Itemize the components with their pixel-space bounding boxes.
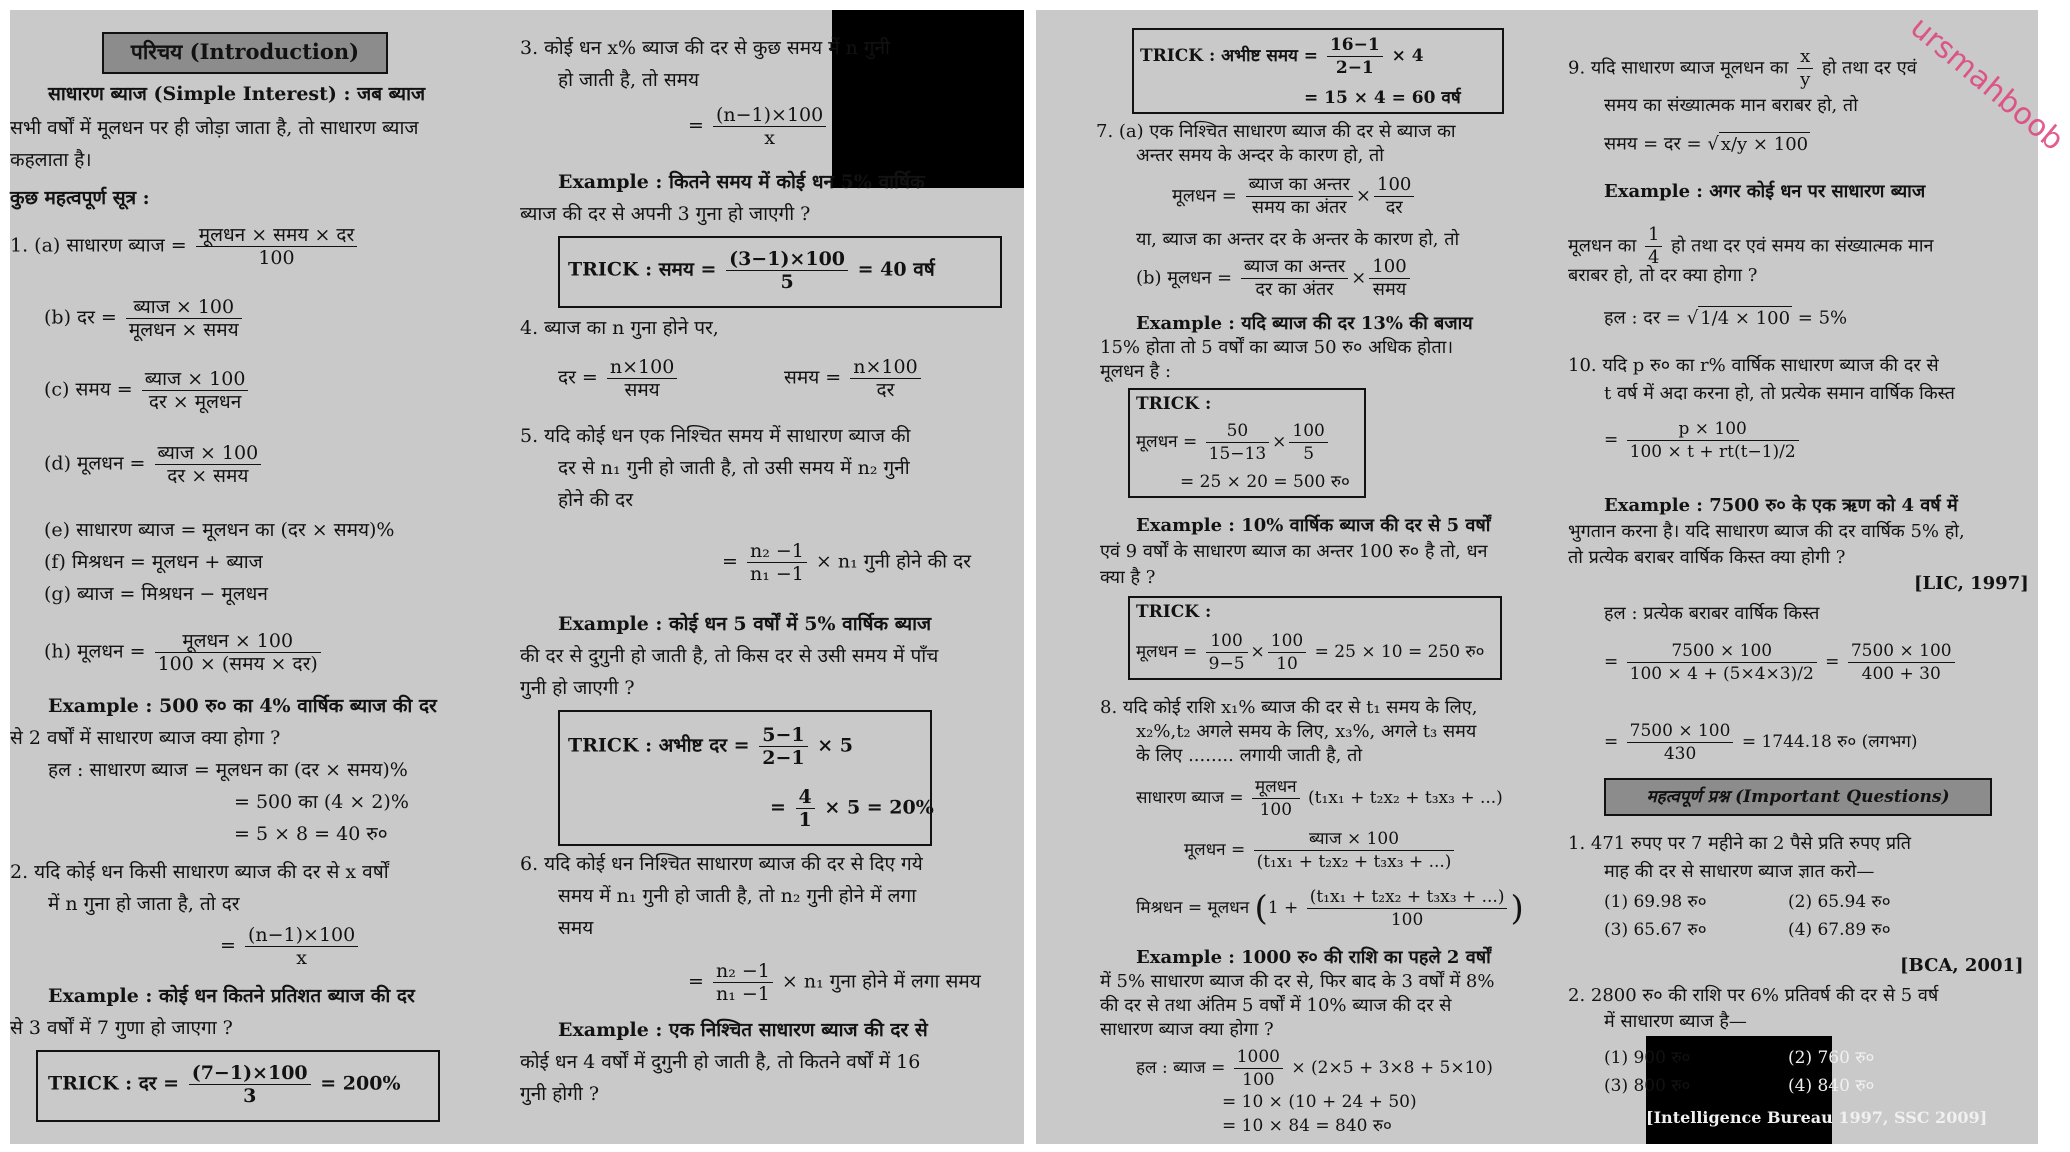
solution-10-result: = $\frac{7500 \times 100}{430}$ = 1744.18 रु० (लगभग) [1604,721,1918,764]
right-page [1036,10,2070,1144]
fraction [1206,630,1248,675]
formula-label: मूलधन = [1184,840,1246,860]
numerator: ब्याज × 100 [133,296,235,318]
fraction [747,540,807,585]
example-5: की दर से दुगुनी हो जाती है, तो किस दर से उसी समय में पाँच [520,645,939,667]
solution-1: हल : साधारण ब्याज = मूलधन का (दर × समय)% [48,759,408,781]
rule-9-text: 9. यदि साधारण ब्याज मूलधन का [1568,57,1789,79]
formula-1f: (f) मिश्रधन = मूलधन + ब्याज [44,551,263,573]
rule-5: दर से n₁ गुनी हो जाती है, तो उसी समय में n₂ गुनी [558,457,910,479]
formula-label: 1. (a) साधारण ब्याज = [10,234,187,257]
rule-8-amount: मिश्रधन = मूलधन (1 + $\frac{\text{(t₁x₁ + t₂x₂ + t₃x₃ + ...)}}{100}$ ) [1136,887,1524,930]
formula-tail: × 4 [1391,46,1424,66]
example-9: Example : अगर कोई धन पर साधारण ब्याज [1604,181,1926,202]
formula-label: समय = [784,366,842,389]
question-2: 2. 2800 रु० की राशि पर 6% प्रतिवर्ष की दर से 5 वर्ष [1568,985,1939,1006]
example-7b: Example : 10% वार्षिक ब्याज की दर से 5 वर्षों [1136,515,1491,536]
rule-8: 8. यदि कोई राशि x₁% ब्याज की दर से t₁ समय के लिए, [1100,697,1478,718]
denominator: 430 [1627,742,1734,765]
trick-label: मूलधन = [1136,432,1198,452]
numerator: (t₁x₁ + t₂x₂ + t₃x₃ + ...) [1309,887,1505,907]
example-10: Example : 7500 रु० के एक ऋण को 4 वर्ष में [1604,495,1958,516]
example-6: कोई धन 4 वर्षों में दुगुनी हो जाती है, तो कितने वर्षों में 16 [520,1051,921,1073]
fraction [1645,224,1662,269]
trick-result: = 200% [320,1072,401,1095]
example-8: में 5% साधारण ब्याज की दर से, फिर बाद के 3 वर्षों में 8% [1100,971,1495,992]
solution-8 [1136,1046,1493,1091]
denominator: दर [850,378,920,401]
denominator: 100 [196,246,358,269]
denominator: दर × समय [155,464,262,487]
numerator: 16−1 [1329,35,1380,55]
numerator: 100 [1292,421,1325,441]
denominator: समय का अंतर [1246,196,1353,219]
fraction [155,442,262,487]
solution-1: = 5 × 8 = 40 रु० [234,823,388,845]
numerator: n₂ −1 [749,540,804,562]
option: (4) 67.89 रु० [1788,920,1891,940]
example-9-text: हो तथा दर एवं समय का संख्यात्मक मान [1671,235,1934,257]
denominator: x [713,126,826,149]
important-questions-header: महत्वपूर्ण प्रश्न (Important Questions) [1604,778,1992,816]
denominator: 5 [1289,442,1327,465]
trick-5 [568,724,853,769]
trick-title: TRICK : [1136,602,1212,622]
numerator: 50 [1226,421,1249,441]
fraction [850,356,920,401]
si-definition-line: कहलाता है। [10,149,92,171]
denominator: 100 [1307,908,1508,931]
trick-result: = 25 × 10 = 250 रु० [1314,642,1485,662]
fraction [1374,174,1414,219]
rule-8-principal [1184,828,1457,873]
rule-9 [1568,46,1917,91]
numerator: ब्याज × 100 [144,368,246,390]
fraction [1254,828,1455,873]
formula-part: 1 + [1267,898,1299,918]
numerator: 7500 × 100 [1671,641,1773,661]
numerator: (7−1)×100 [191,1062,308,1084]
numerator: (3−1)×100 [729,248,846,270]
example-10: भुगतान करना है। यदि साधारण ब्याज की दर वार्षिक 5% हो, [1568,521,1965,542]
trick-label: TRICK : अभीष्ट समय = [1140,46,1319,66]
rule-8: x₂%,t₂ अगले समय के लिए, x₃%, अगले t₃ समय [1136,721,1477,742]
numerator: 100 [1270,631,1304,651]
fraction [142,368,249,413]
example-7: Example : यदि ब्याज की दर 13% की बजाय [1136,313,1473,334]
numerator: मूलधन × समय × दर [198,224,355,246]
formula-label: मिश्रधन = मूलधन [1136,898,1250,918]
denominator: 9−5 [1206,652,1248,675]
rule-7b-formula: (b) मूलधन = $\frac{\text{ब्याज का अन्तर}}{\text{दर का अंतर}}$ × $\frac{100}{\text{समय}}$ [1136,256,1413,301]
fraction [607,356,677,401]
denominator: 5 [726,270,848,293]
formula-1b [44,296,245,341]
right-column-a [1036,10,1524,1144]
numerator: 100 [1372,256,1407,277]
rule-6: समय में n₁ गुनी हो जाती है, तो n₂ गुनी होने में लगा [558,885,917,907]
rule-6-formula: = $\frac{\text{n₂ −1}}{\text{n₁ −1}}$ × n₁ गुना होने में लगा समय [688,960,981,1005]
formula-label: साधारण ब्याज = [1136,788,1244,808]
rule-6: समय [558,917,594,939]
denominator: दर का अंतर [1241,278,1348,301]
trick-7: मूलधन = $\frac{50}{15-13}$ × $\frac{100}{5}$ [1136,420,1331,465]
fraction [126,296,242,341]
solution-10: हल : प्रत्येक बराबर वार्षिक किस्त [1604,603,1820,624]
formula-label: हल : ब्याज = [1136,1058,1226,1078]
numerator: 1000 [1236,1047,1280,1067]
rule-4-time [784,356,924,401]
fraction [155,630,321,675]
example-6: गुनी होगी ? [520,1083,600,1105]
example-1: Example : 500 रु० का 4% वार्षिक ब्याज की दर [48,695,437,717]
example-2: Example : कोई धन कितने प्रतिशत ब्याज की दर [48,985,415,1007]
example-9 [1568,224,1933,269]
rule-9-text: हो तथा दर एवं [1822,57,1917,79]
fraction [1241,256,1348,301]
formula-result: = 5% [1797,307,1848,329]
option: (1) 69.98 रु० [1604,892,1707,912]
solution-8: = 10 × 84 = 840 रु० [1222,1116,1392,1136]
rule-7: 7. (a) एक निश्चित साधारण ब्याज की दर से ब्याज का [1096,121,1456,142]
numerator: मूलधन × 100 [182,630,294,652]
numerator: (n−1)×100 [715,104,824,126]
example-3: Example : कितने समय में कोई धन 5% वार्षिक [558,171,925,193]
example-5: गुनी हो जाएगी ? [520,677,635,699]
denominator: 2−1 [1327,56,1383,79]
rule-2: 2. यदि कोई धन किसी साधारण ब्याज की दर से x वर्षों [10,861,389,883]
rule-3-formula: = $\frac{(n-1)\times 100}{x}$ [688,104,829,149]
trick-6 [1140,34,1424,79]
numerator: ब्याज × 100 [157,442,259,464]
denominator: 400 + 30 [1848,662,1955,685]
fraction [1627,720,1734,765]
fraction [1234,1046,1283,1091]
formula-1a [10,224,360,269]
watermark: ursmahboob [1903,10,2070,158]
example-2: से 3 वर्षों में 7 गुणा हो जाएगा ? [10,1017,233,1039]
rule-9: समय का संख्यात्मक मान बराबर हो, तो [1604,95,1858,116]
trick-3 [568,248,935,293]
formula-tail: (t₁x₁ + t₂x₂ + t₃x₃ + ...) [1308,788,1503,808]
formula-tail: × n₁ गुनी होने की दर [815,550,971,573]
numerator: n₂ −1 [715,960,770,982]
solution-9: हल : दर = √ 1/4 × 100 = 5% [1604,307,1848,329]
example-8: साधारण ब्याज क्या होगा ? [1100,1019,1274,1040]
denominator: 100 [1252,798,1300,821]
trick-result: = 40 वर्ष [857,258,935,281]
rule-6: 6. यदि कोई धन निश्चित साधारण ब्याज की दर से दिए गये [520,853,923,875]
trick-result: × 5 = 20% [824,796,934,819]
numerator: n×100 [853,356,918,378]
numerator: ब्याज × 100 [1308,829,1400,849]
trick-box [1128,596,1502,680]
fraction [713,104,826,149]
question-2: में साधारण ब्याज है— [1604,1011,1747,1032]
numerator: 7500 × 100 [1850,641,1952,661]
fraction [1627,418,1799,463]
fraction [1246,174,1353,219]
rule-7: अन्तर समय के अन्दर के कारण हो, तो [1136,145,1384,166]
fraction [759,724,807,769]
formula-1e: (e) साधारण ब्याज = मूलधन का (दर × समय)% [44,519,395,541]
formula-label: (c) समय = [44,378,133,401]
denominator: समय [1369,278,1409,301]
formula-label: दर = [558,366,598,389]
formula-result: = 1744.18 रु० (लगभग) [1741,732,1918,752]
formula-1g: (g) ब्याज = मिश्रधन − मूलधन [44,583,268,605]
solution-1: = 500 का (4 × 2)% [234,791,409,813]
denominator: समय [607,378,677,401]
denominator: 100 × (समय × दर) [155,652,321,675]
rule-3: 3. कोई धन x% ब्याज की दर से कुछ समय में n गुनी [520,37,890,59]
solution-8: = 10 × (10 + 24 + 50) [1222,1092,1417,1112]
trick-box [1132,28,1504,114]
fraction [1848,640,1955,685]
option: (4) 840 रु० [1788,1076,1875,1096]
example-9: बराबर हो, तो दर क्या होगा ? [1568,265,1758,286]
numerator: 1 [1647,224,1660,245]
formula-1h [44,630,324,675]
question-1: 1. 471 रुपए पर 7 महीने का 2 पैसे प्रति रुपए प्रति [1568,833,1912,854]
trick-result: = 25 × 20 = 500 रु० [1180,472,1350,492]
fraction [1307,886,1508,931]
fraction [1627,640,1817,685]
rule-4-rate [558,356,680,401]
denominator: 4 [1645,246,1662,269]
denominator: 10 [1268,652,1306,675]
formula-label: (d) मूलधन = [44,452,146,475]
formula-label: मूलधन = [1172,185,1237,207]
example-8: की दर से तथा अंतिम 5 वर्षों में 10% ब्याज की दर से [1100,995,1452,1016]
rule-5: होने की दर [558,489,634,511]
rule-4: 4. ब्याज का n गुना होने पर, [520,317,719,339]
example-7: मूलधन है : [1100,361,1172,382]
fraction [1369,256,1409,301]
denominator: दर × मूलधन [142,390,249,413]
formulas-heading: कुछ महत्वपूर्ण सूत्र : [10,187,150,209]
fraction [1327,34,1383,79]
example-9-text: मूलधन का [1568,235,1637,257]
left-page [10,10,1024,1144]
rule-10: t वर्ष में अदा करना हो, तो प्रत्येक समान वार्षिक किस्त [1604,383,1955,404]
example-10: तो प्रत्येक बराबर वार्षिक किस्त क्या होगी ? [1568,547,1846,568]
trick-5-step: = $\frac{4}{1}$ × 5 = 20% [770,786,934,831]
source-citation: [Intelligence Bureau 1997, SSC 2009] [1646,1108,1988,1127]
right-column-b [1526,10,2070,1144]
introduction-header: परिचय (Introduction) [102,32,388,74]
formula-1d [44,442,264,487]
denominator: n₁ −1 [747,562,807,585]
numerator: 5−1 [762,724,805,746]
formula-label: (b) दर = [44,306,117,329]
trick-box [558,236,1002,308]
formula-1c [44,368,251,413]
formula-tail: × (2×5 + 3×8 + 5×10) [1291,1058,1493,1078]
si-definition-line: सभी वर्षों में मूलधन पर ही जोड़ा जाता है, तो साधारण ब्याज [10,117,419,139]
fraction [196,224,358,269]
rule-7a-formula: मूलधन = $\frac{\text{ब्याज का अन्तर}}{\text{समय का अंतर}}$ × $\frac{100}{\text{दर}}$ [1172,174,1417,219]
rule-8-si [1136,776,1503,821]
source-citation: [LIC, 1997] [1914,573,2029,594]
denominator: y [1797,68,1813,91]
formula-tail: × n₁ गुना होने में लगा समय [781,970,981,993]
numerator: x [1800,46,1811,67]
example-5: Example : कोई धन 5 वर्षों में 5% वार्षिक ब्याज [558,613,932,635]
denominator: 100 × t + rt(t−1)/2 [1627,440,1799,463]
option: (2) 760 रु० [1788,1048,1875,1068]
example-7b: क्या है ? [1100,567,1156,588]
fraction [1797,46,1813,91]
numerator: p × 100 [1678,419,1747,439]
trick-title: TRICK : [1136,394,1212,414]
trick-2 [48,1062,401,1107]
fraction [189,1062,311,1107]
rule-8: के लिए ........ लगायी जाती है, तो [1136,745,1362,766]
si-definition-line: साधारण ब्याज (Simple Interest) : जब ब्याज [48,83,426,105]
denominator: 2−1 [759,746,807,769]
numerator: 7500 × 100 [1629,721,1731,741]
fraction [1252,776,1300,821]
rule-5-formula: = $\frac{\text{n₂ −1}}{\text{n₁ −1}}$ × n₁ गुनी होने की दर [722,540,971,585]
left-column-a [10,10,510,1144]
denominator: n₁ −1 [713,982,773,1005]
numerator: n×100 [609,356,675,378]
denominator: मूलधन × समय [126,318,242,341]
trick-result: = 15 × 4 = 60 वर्ष [1304,88,1461,108]
formula-label: हल : दर = [1604,307,1681,329]
trick-box [1128,388,1366,498]
numerator: 4 [798,786,812,808]
rule-9-formula: समय = दर = √ x/y × 100 [1604,133,1809,155]
rule-5: 5. यदि कोई धन एक निश्चित समय में साधारण ब्याज की [520,425,911,447]
numerator: ब्याज का अन्तर [1243,256,1346,277]
left-column-b [512,10,1024,1144]
rule-3: हो जाती है, तो समय [558,69,700,91]
denominator: (t₁x₁ + t₂x₂ + t₃x₃ + ...) [1254,850,1455,873]
example-8: Example : 1000 रु० की राशि का पहले 2 वर्षों [1136,947,1491,968]
rule-2: में n गुना हो जाता है, तो दर [48,893,240,915]
numerator: ब्याज का अन्तर [1248,174,1350,195]
denominator: 1 [796,808,815,831]
numerator: 100 [1210,631,1243,651]
fraction [713,960,773,1005]
trick-label: TRICK : समय = [568,258,717,281]
formula-tail: × 5 [817,734,853,757]
numerator: (n−1)×100 [247,924,356,946]
fraction [1268,630,1306,675]
option: (2) 65.94 रु० [1788,892,1891,912]
example-7b: एवं 9 वर्षों के साधारण ब्याज का अन्तर 100 रु० है तो, धन [1100,541,1488,562]
denominator: 100 [1234,1068,1283,1091]
fraction [245,924,358,969]
rule-2-formula: = $\frac{(n-1)\times 100}{x}$ [220,924,361,969]
source-citation: [BCA, 2001] [1900,955,2024,976]
square-root: x/y × 100 [1720,134,1809,155]
numerator: मूलधन [1255,777,1297,797]
trick-label: TRICK : दर = [48,1072,180,1095]
fraction [1206,420,1270,465]
trick-box [558,710,932,846]
rule-7-or: या, ब्याज का अन्तर दर के अन्तर के कारण हो, तो [1136,229,1460,250]
formula-label: (h) मूलधन = [44,640,146,663]
example-7: 15% होता तो 5 वर्षों का ब्याज 50 रु० अधिक होता। [1100,337,1454,358]
denominator: 15−13 [1206,442,1270,465]
trick-7b: मूलधन = $\frac{100}{9-5}$ × $\frac{100}{10}$ = 25 × 10 = 250 रु० [1136,631,1485,674]
solution-10-formula: = $\frac{7500 \times 100}{100 \times 4 + (5\times 4\times 3)/2}$ = $\frac{7500 \times 100}{400 + 30}$ [1604,640,1958,685]
trick-label: TRICK : अभीष्ट दर = [568,734,750,757]
example-3: ब्याज की दर से अपनी 3 गुना हो जाएगी ? [520,203,811,225]
option: (3) 800 रु० [1604,1076,1691,1096]
option: (1) 900 रु० [1604,1048,1691,1068]
trick-label: मूलधन = [1136,642,1198,662]
trick-box [36,1050,440,1122]
formula-label: (b) मूलधन = [1136,267,1233,289]
rule-10: 10. यदि p रु० का r% वार्षिक साधारण ब्याज की दर से [1568,355,1939,376]
example-1: से 2 वर्षों में साधारण ब्याज क्या होगा ? [10,727,281,749]
square-root: 1/4 × 100 [1700,308,1791,329]
option: (3) 65.67 रु० [1604,920,1707,940]
denominator: 3 [189,1084,311,1107]
fraction [726,248,848,293]
denominator: दर [1374,196,1414,219]
numerator: 100 [1377,174,1412,195]
example-6: Example : एक निश्चित साधारण ब्याज की दर से [558,1019,928,1041]
rule-10-formula: = $\frac{p \times 100}{100 \times t + rt(t-1)/2}$ [1604,418,1802,463]
formula-label: समय = दर = [1604,133,1702,155]
fraction [1289,420,1327,465]
fraction [796,786,815,831]
denominator: x [245,946,358,969]
question-1: माह की दर से साधारण ब्याज ज्ञात करो— [1604,861,1875,882]
denominator: 100 × 4 + (5×4×3)/2 [1627,662,1817,685]
